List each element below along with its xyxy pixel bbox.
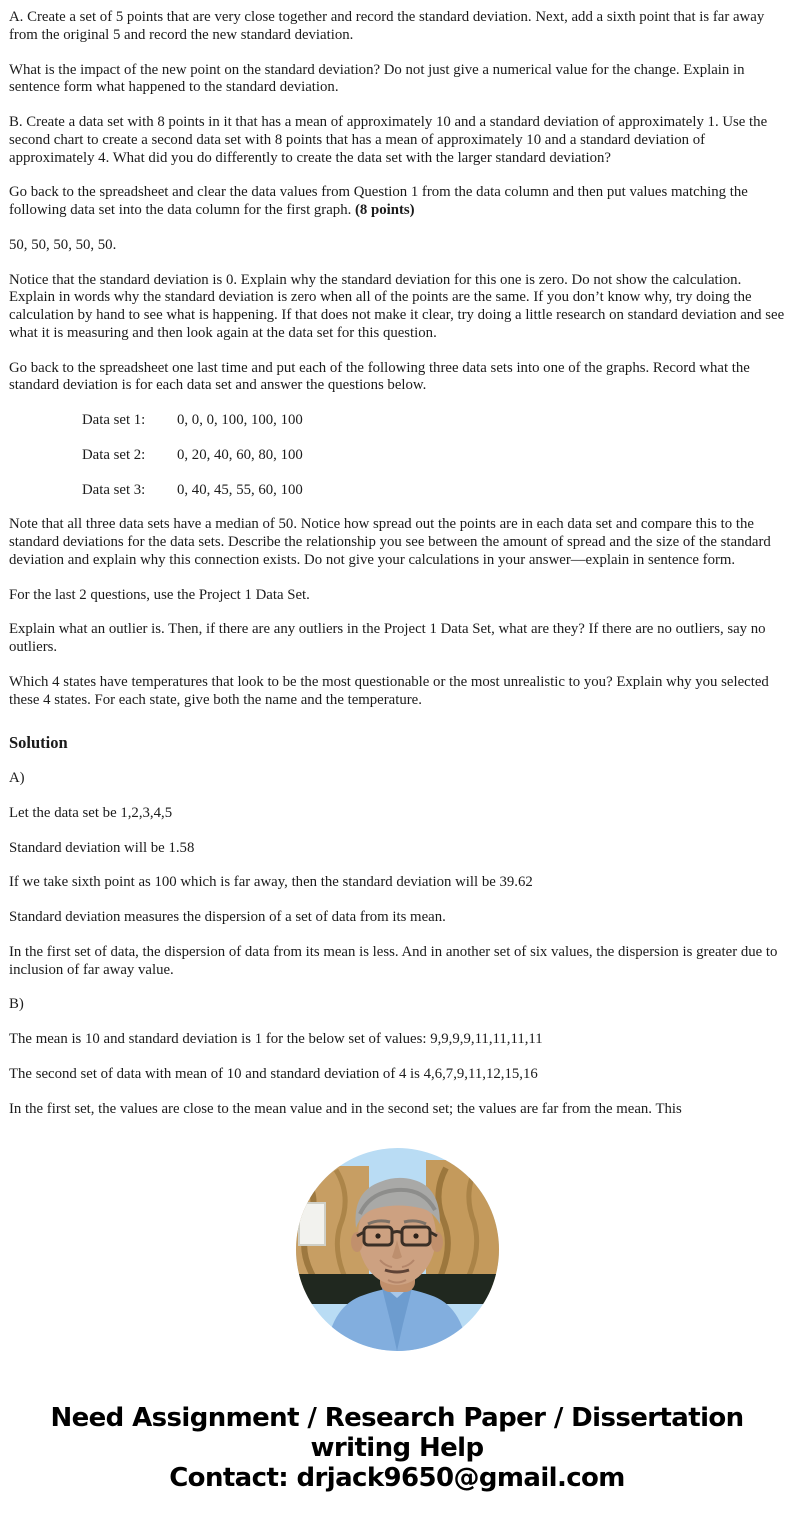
- paragraph-zero-deviation: Notice that the standard deviation is 0. Explain why the standard deviation for this one is zero. Do not show the calculation. Explain in words why the standard deviation is zero when all of the points are the same. If you don’t know why, try doing the calculation by hand to see what is happening. If that does not make it clear, try doing a little research on standard deviation and see what it is measuring and then look again at the data set for this question.: [9, 271, 785, 341]
- dataset-label: Data set 3:: [82, 481, 146, 498]
- solution-item-b: B): [9, 996, 24, 1013]
- solution-stdev: Standard deviation will be 1.58: [9, 839, 195, 856]
- dataset-values: 0, 40, 45, 55, 60, 100: [177, 481, 303, 498]
- solution-dataset: Let the data set be 1,2,3,4,5: [9, 804, 173, 821]
- paragraph-outlier: Explain what an outlier is. Then, if there are any outliers in the Project 1 Data Set, what are they? If there are no outliers, say no outliers.: [9, 621, 766, 655]
- solution-heading: Solution: [9, 733, 68, 753]
- paragraph-last-2-questions: For the last 2 questions, use the Project 1 Data Set.: [9, 586, 310, 603]
- paragraph-question-b: B. Create a data set with 8 points in it that has a mean of approximately 10 and a standard deviation of approximately 1. Use the second chart to create a second data set with 8 points that has a mean of approximately 10 and a standard deviation of approximately 4. What did you do differently to create the data set with the larger standard deviation?: [9, 114, 768, 166]
- paragraph-spreadsheet-q1: [9, 184, 785, 220]
- dataset-label: Data set 2:: [82, 446, 146, 463]
- footer-help-text: Need Assignment / Research Paper / Dissertation writing Help: [50, 1403, 744, 1464]
- avatar-container: [9, 1148, 785, 1357]
- tutor-avatar: [296, 1148, 499, 1351]
- paragraph-question-a: A. Create a set of 5 points that are very close together and record the standard deviation. Next, add a sixth point that is far away from the original 5 and record the new standard deviation.: [9, 9, 765, 43]
- solution-mean-10-sd-4: The second set of data with mean of 10 and standard deviation of 4 is 4,6,7,9,11,12,15,16: [9, 1065, 538, 1082]
- dataset-values: 0, 0, 0, 100, 100, 100: [177, 412, 303, 428]
- solution-dispersion-def: Standard deviation measures the dispersion of a set of data from its mean.: [9, 909, 446, 926]
- footer-promo: [9, 1403, 785, 1493]
- dataset-values: 0, 20, 40, 60, 80, 100: [177, 446, 303, 463]
- dataset-row-1: [9, 412, 785, 430]
- solution-closing: In the first set, the values are close to the mean value and in the second set; the values are far from the mean. This: [9, 1100, 682, 1117]
- solution-sixth-point: If we take sixth point as 100 which is far away, then the standard deviation will be 39.62: [9, 874, 533, 891]
- paragraph-states: Which 4 states have temperatures that look to be the most questionable or the most unrealistic to you? Explain why you selected these 4 states. For each state, give both the name and the temperature.: [9, 673, 769, 708]
- paragraph-spreadsheet-q1-text: Go back to the spreadsheet and clear the data values from Question 1 from the data column and then put values matching the following data set into the data column for the first graph.: [9, 184, 748, 218]
- solution-mean-10-sd-1: The mean is 10 and standard deviation is 1 for the below set of values: 9,9,9,9,11,11,11,11: [9, 1031, 543, 1048]
- paragraph-impact: What is the impact of the new point on the standard deviation? Do not just give a numerical value for the change. Explain in sentence form what happened to the standard deviation.: [9, 61, 745, 96]
- footer-contact-email: Contact: drjack9650@gmail.com: [169, 1463, 625, 1494]
- paragraph-median-note: Note that all three data sets have a median of 50. Notice how spread out the points are in each data set and compare this to the standard deviations for the data sets. Describe the relationship you see between the amount of spread and the size of the standard deviation and explain why this connection exists. Do not give your calculations in your answer—explain in sentence form.: [9, 516, 771, 568]
- paragraph-go-back: Go back to the spreadsheet one last time and put each of the following three data sets into one of the graphs. Record what the standard deviation is for each data set and answer the questions below.: [9, 359, 750, 394]
- dataset-label: Data set 1:: [82, 412, 146, 428]
- points-label: (8 points): [355, 202, 415, 218]
- solution-item-a: A): [9, 770, 25, 787]
- paragraph-fifty-values: 50, 50, 50, 50, 50.: [9, 236, 117, 253]
- dataset-row-3: [9, 482, 785, 500]
- solution-dispersion-compare: In the first set of data, the dispersion of data from its mean is less. And in another set of six values, the dispersion is greater due to inclusion of far away value.: [9, 943, 778, 978]
- dataset-row-2: [9, 447, 785, 465]
